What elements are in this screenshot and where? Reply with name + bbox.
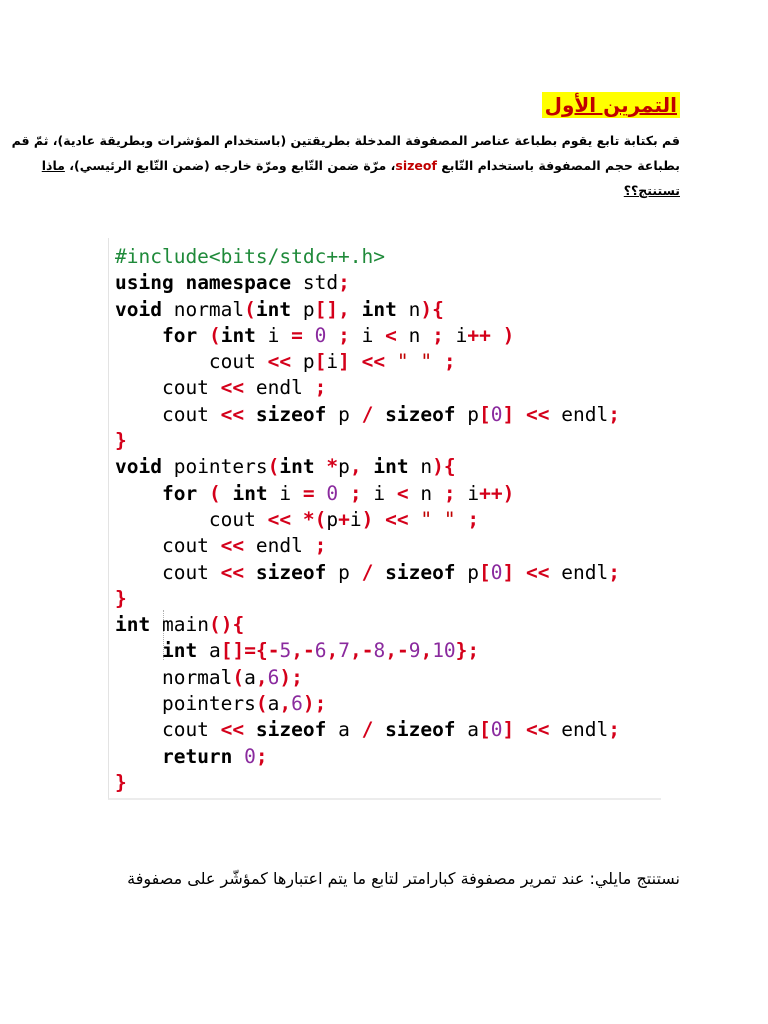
code-line: } bbox=[115, 586, 127, 610]
task-line-1: قم بكتابة تابع يقوم بطباعة عناصر المصفوفة المدخلة بطريقتين (باستخدام المؤشرات وبطريقة عادية)، ثمّ قم bbox=[11, 133, 680, 148]
task-description bbox=[11, 128, 680, 203]
code-line: cout << sizeof p / sizeof p[0] << endl; bbox=[115, 560, 620, 584]
code-line: cout << endl ; bbox=[115, 534, 327, 558]
sizeof-keyword: sizeof bbox=[395, 158, 437, 173]
code-screenshot bbox=[108, 238, 661, 800]
code-line: for (int i = 0 ; i < n ; i++ ) bbox=[161, 323, 515, 347]
code-line: } bbox=[115, 429, 127, 453]
code-block bbox=[115, 244, 620, 796]
code-line: cout << sizeof p / sizeof p[0] << endl; bbox=[115, 402, 620, 426]
code-line: normal(a,6); bbox=[115, 665, 303, 689]
conclusion-text: نستنتج مايلي: عند تمرير مصفوفة كبارامتر لتابع ما يتم اعتبارها كمؤشّر على مصفوفة bbox=[127, 869, 680, 888]
task-line-2 bbox=[41, 153, 680, 178]
code-line: int main(){ bbox=[115, 613, 245, 637]
code-line: cout << p[i] << " " ; bbox=[115, 350, 456, 374]
task-line-2-part-1: بطباعة حجم المصفوفة باستخدام التّابع bbox=[436, 158, 680, 173]
code-line: } bbox=[115, 770, 127, 794]
exercise-title: التمرين الأول bbox=[542, 92, 680, 118]
code-line: for ( int i = 0 ; i < n ; i++) bbox=[161, 481, 515, 505]
code-line: return 0; bbox=[161, 744, 268, 768]
task-line-2-part-2: ، مرّة ضمن التّابع ومرّة خارجه (ضمن التّابع الرئيسي)، bbox=[64, 158, 396, 173]
code-line: cout << sizeof a / sizeof a[0] << endl; bbox=[115, 718, 620, 742]
code-line: void pointers(int *p, int n){ bbox=[115, 455, 456, 479]
code-line: #include<bits/stdc++.h> bbox=[115, 245, 386, 268]
code-line: pointers(a,6); bbox=[115, 692, 327, 716]
code-line: void normal(int p[], int n){ bbox=[115, 297, 444, 321]
task-line-3: تستنتج؟؟ bbox=[623, 183, 680, 198]
code-line: int a[]={-5,-6,7,-8,-9,10}; bbox=[161, 639, 480, 663]
question-word: ماذا bbox=[41, 158, 65, 173]
code-line: using namespace std; bbox=[115, 271, 350, 295]
code-line: cout << endl ; bbox=[115, 376, 327, 400]
code-line: cout << *(p+i) << " " ; bbox=[115, 507, 480, 531]
